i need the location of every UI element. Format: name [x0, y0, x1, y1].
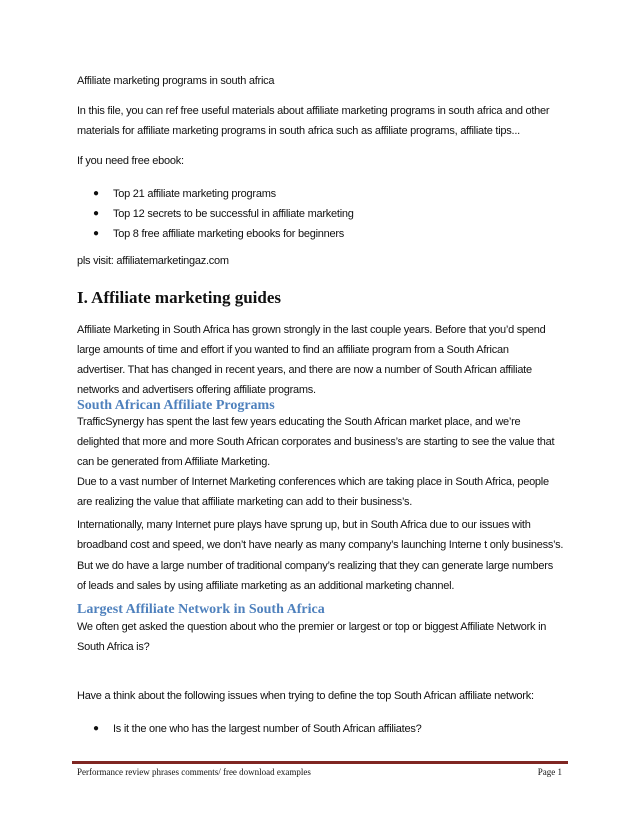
section-heading: I. Affiliate marketing guides: [77, 288, 281, 307]
list-item: ● Top 12 secrets to be successful in affiliate marketing: [77, 204, 577, 224]
guides-paragraph: [77, 320, 577, 400]
list-item: ● Top 8 free affiliate marketing ebooks for beginners: [77, 224, 577, 244]
text-line: large amounts of time and effort if you wanted to find an affiliate program from a South African: [77, 344, 509, 356]
text-line: In this file, you can ref free useful materials about affiliate marketing programs in south africa and other: [77, 105, 550, 117]
text-line: Internationally, many Internet pure plays have sprung up, but in South Africa due to our issues with: [77, 519, 531, 531]
programs-paragraph-1: [77, 412, 577, 472]
text-line: networks and advertisers offering affiliate programs.: [77, 384, 316, 396]
network-paragraph-1: [77, 617, 577, 657]
text-line: are realizing the value that affiliate marketing can add to their business’s.: [77, 496, 412, 508]
list-item: ● Is it the one who has the largest number of South African affiliates?: [77, 719, 577, 739]
network-paragraph-2: Have a think about the following issues when trying to define the top South African affiliate network:: [77, 690, 534, 702]
list-item: ● Top 21 affiliate marketing programs: [77, 184, 577, 204]
text-line: broadband cost and speed, we don’t have nearly as many company’s launching Interne t only business’s.: [77, 539, 564, 551]
programs-paragraph-2: [77, 472, 577, 512]
ebook-prompt: If you need free ebook:: [77, 155, 184, 167]
programs-paragraph-4: [77, 556, 577, 596]
ebook-list: [77, 184, 577, 244]
text-line: We often get asked the question about who the premier or largest or top or biggest Affiliate Network in: [77, 621, 547, 633]
text-line: advertiser. That has changed in recent years, and there are now a number of South African affiliate: [77, 364, 532, 376]
text-line: delighted that more and more South African corporates and business’s are starting to see the value that: [77, 436, 555, 448]
bullet-icon: ●: [93, 228, 99, 239]
bullet-icon: ●: [93, 188, 99, 199]
page-number: Page 1: [537, 767, 562, 777]
text-line: Affiliate Marketing in South Africa has grown strongly in the last couple years. Before that you’d spend: [77, 324, 546, 336]
text-line: materials for affiliate marketing programs in south africa such as affiliate programs, affiliate tips...: [77, 125, 520, 137]
footer-rule: [72, 761, 568, 764]
intro-paragraph: [77, 101, 577, 141]
document-title-line: Affiliate marketing programs in south africa: [77, 75, 275, 87]
programs-paragraph-3: [77, 515, 577, 555]
text-line: But we do have a large number of traditional company’s realizing that they can generate large numbers: [77, 560, 553, 572]
subheading-programs: South African Affiliate Programs: [77, 398, 275, 413]
bullet-icon: ●: [93, 723, 99, 734]
subheading-largest-network: Largest Affiliate Network in South Africa: [77, 602, 325, 617]
text-line: of leads and sales by using affiliate marketing as an additional marketing channel.: [77, 580, 455, 592]
text-line: TrafficSynergy has spent the last few years educating the South African market place, and we’re: [77, 416, 521, 428]
footer-text: Performance review phrases comments/ free download examples: [77, 767, 311, 777]
visit-line: pls visit: affiliatemarketingaz.com: [77, 255, 229, 267]
text-line: can be generated from Affiliate Marketing.: [77, 456, 270, 468]
text-line: South Africa is?: [77, 641, 150, 653]
text-line: Due to a vast number of Internet Marketing conferences which are taking place in South Africa, people: [77, 476, 549, 488]
network-question-list: [77, 719, 577, 739]
bullet-icon: ●: [93, 208, 99, 219]
